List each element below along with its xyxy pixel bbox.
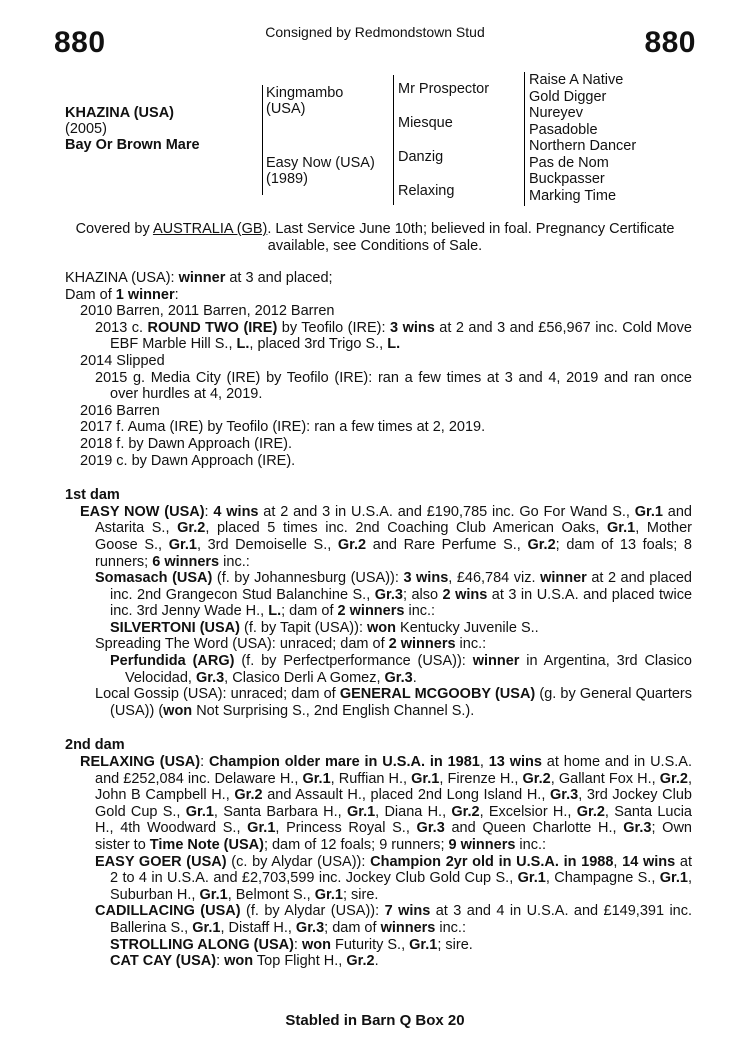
dam-of-line: Dam of 1 winner: [65,286,179,303]
pedigree-gen2 [393,75,519,205]
pedigree-g3-4: Northern Dancer [529,138,637,154]
catalogue-body [65,270,692,970]
produce-record: 2014 Slipped [80,352,165,369]
lot-number-right: 880 [644,26,696,59]
first-dam-grandproduce: SILVERTONI (USA) (f. by Tapit (USA)): won Kentucky Juvenile S.. [110,619,539,636]
pedigree-table [0,70,750,210]
pedigree-g3-5: Pas de Nom [529,154,609,171]
summary-line: KHAZINA (USA): winner at 3 and placed; [65,270,333,286]
second-dam-grandproduce: STROLLING ALONG (USA): won Futurity S., Gr.1; sire. [110,936,473,953]
second-dam-grandproduce: CAT CAY (USA): won Top Flight H., Gr.2. [110,953,379,970]
dam-name: Easy Now (USA) [266,155,375,171]
covering-stallion-link[interactable]: AUSTRALIA (GB) [152,221,268,237]
covered-note: Covered by AUSTRALIA (GB). Last Service June 10th; believed in foal. Pregnancy Certificate available, see Conditions of Sale. [75,221,675,254]
second-dam-produce: CADILLACING (USA) (f. by Alydar (USA)): 7 wins at 3 and 4 in U.S.A. and £149,391 inc. Ballerina S., Gr.1, Distaff H., Gr.3; dam of winners inc.: [95,903,693,936]
produce-record: 2019 c. by Dawn Approach (IRE). [80,452,296,469]
section-heading-2nd-dam: 2nd dam [65,737,125,754]
consignor-text: Consigned by Redmondstown Stud [265,24,485,40]
pedigree-g2-0: Mr Prospector [398,81,490,97]
sire-name: Kingmambo [266,85,344,101]
first-dam-grandproduce: Perfundida (ARG) (f. by Perfectperformance (USA)): winner in Argentina, 3rd Clasico Velocidad, Gr.3, Clasico Derli A Gomez, Gr.3. [110,653,692,686]
first-dam-record: EASY NOW (USA): 4 wins at 2 and 3 in U.S.A. and £190,785 inc. Go For Wand S., Gr.1 and Astarita S., Gr.2, placed 5 times inc. 2nd Coaching Club American Oaks, Gr.1, Mother Goose S., Gr.1, 3rd Demoiselle S., Gr.2 and Rare Perfume S., Gr.2; dam of 13 foals; 8 runners; 6 winners inc.: [80,503,692,570]
pedigree-gen1 [262,85,391,195]
pedigree-g3-6: Buckpasser [529,171,605,187]
section-heading-1st-dam: 1st dam [65,487,120,504]
sire-country: (USA) [266,101,306,117]
pedigree-g2-2: Danzig [398,149,444,165]
produce-record: 2017 f. Auma (IRE) by Teofilo (IRE): ran a few times at 2, 2019. [80,419,486,436]
produce-record: 2016 Barren [80,402,160,419]
produce-record: 2015 g. Media City (IRE) by Teofilo (IRE): ran a few times at 3 and 4, 2019 and ran once over hurdles at 4, 2019. [95,369,692,403]
produce-record: 2010 Barren, 2011 Barren, 2012 Barren [80,303,335,320]
stabling-info: Stabled in Barn Q Box 20 [285,1012,465,1029]
horse-description: Bay Or Brown Mare [65,137,200,153]
pedigree-g3-3: Pasadoble [529,121,598,138]
horse-year: (2005) [65,121,107,137]
pedigree-gen3 [524,72,675,206]
pedigree-g2-1: Miesque [398,115,453,131]
horse-info [65,105,200,153]
dam-year: (1989) [266,171,308,187]
first-dam-produce: Local Gossip (USA): unraced; dam of GENERAL MCGOOBY (USA) (g. by General Quarters (USA)) (won Not Surprising S., 2nd English Channel S.). [95,686,692,719]
produce-record: 2013 c. ROUND TWO (IRE) by Teofilo (IRE): 3 wins at 2 and 3 and £56,967 inc. Cold Move EBF Marble Hill S., L., placed 3rd Trigo S., L. [95,319,692,353]
pedigree-g3-0: Raise A Native [529,72,624,88]
second-dam-record: RELAXING (USA): Champion older mare in U.S.A. in 1981, 13 wins at home and in U.S.A. and £252,084 inc. Delaware H., Gr.1, Ruffian H., Gr.1, Firenze H., Gr.2, Gallant Fox H., Gr.2, John B Campbell H., Gr.2 and Assault H., placed 2nd Long Island H., Gr.3, 3rd Jockey Club Gold Cup S., Gr.1, Santa Barbara H., Gr.1, Diana H., Gr.2, Excelsior H., Gr.2, Santa Lucia H., 4th Woodward S., Gr.1, Princess Royal S., Gr.3 and Queen Charlotte H., Gr.3; Own sister to Time Note (USA); dam of 12 foals; 9 runners; 9 winners inc.: [80,754,693,853]
second-dam-produce: EASY GOER (USA) (c. by Alydar (USA)): Champion 2yr old in U.S.A. in 1988, 14 wins at 2 to 4 in U.S.A. and £2,703,599 inc. Jockey Club Gold Cup S., Gr.1, Champagne S., Gr.1, Suburban H., Gr.1, Belmont S., Gr.1; sire. [95,853,693,903]
first-dam-produce: Somasach (USA) (f. by Johannesburg (USA)): 3 wins, £46,784 viz. winner at 2 and placed inc. 2nd Grangecon Stud Balanchine S., Gr.3; also 2 wins at 3 in U.S.A. and placed twice inc. 3rd Jenny Wade H., L.; dam of 2 winners inc.: [95,570,693,620]
produce-record: 2018 f. by Dawn Approach (IRE). [80,435,292,452]
pedigree-g2-3: Relaxing [398,183,455,199]
first-dam-produce: Spreading The Word (USA): unraced; dam of 2 winners inc.: [95,636,487,653]
pedigree-g3-1: Gold Digger [529,88,607,105]
lot-number-left: 880 [54,26,106,59]
pedigree-g3-2: Nureyev [529,105,583,121]
horse-name: KHAZINA (USA) [65,105,175,121]
pedigree-g3-7: Marking Time [529,187,617,204]
